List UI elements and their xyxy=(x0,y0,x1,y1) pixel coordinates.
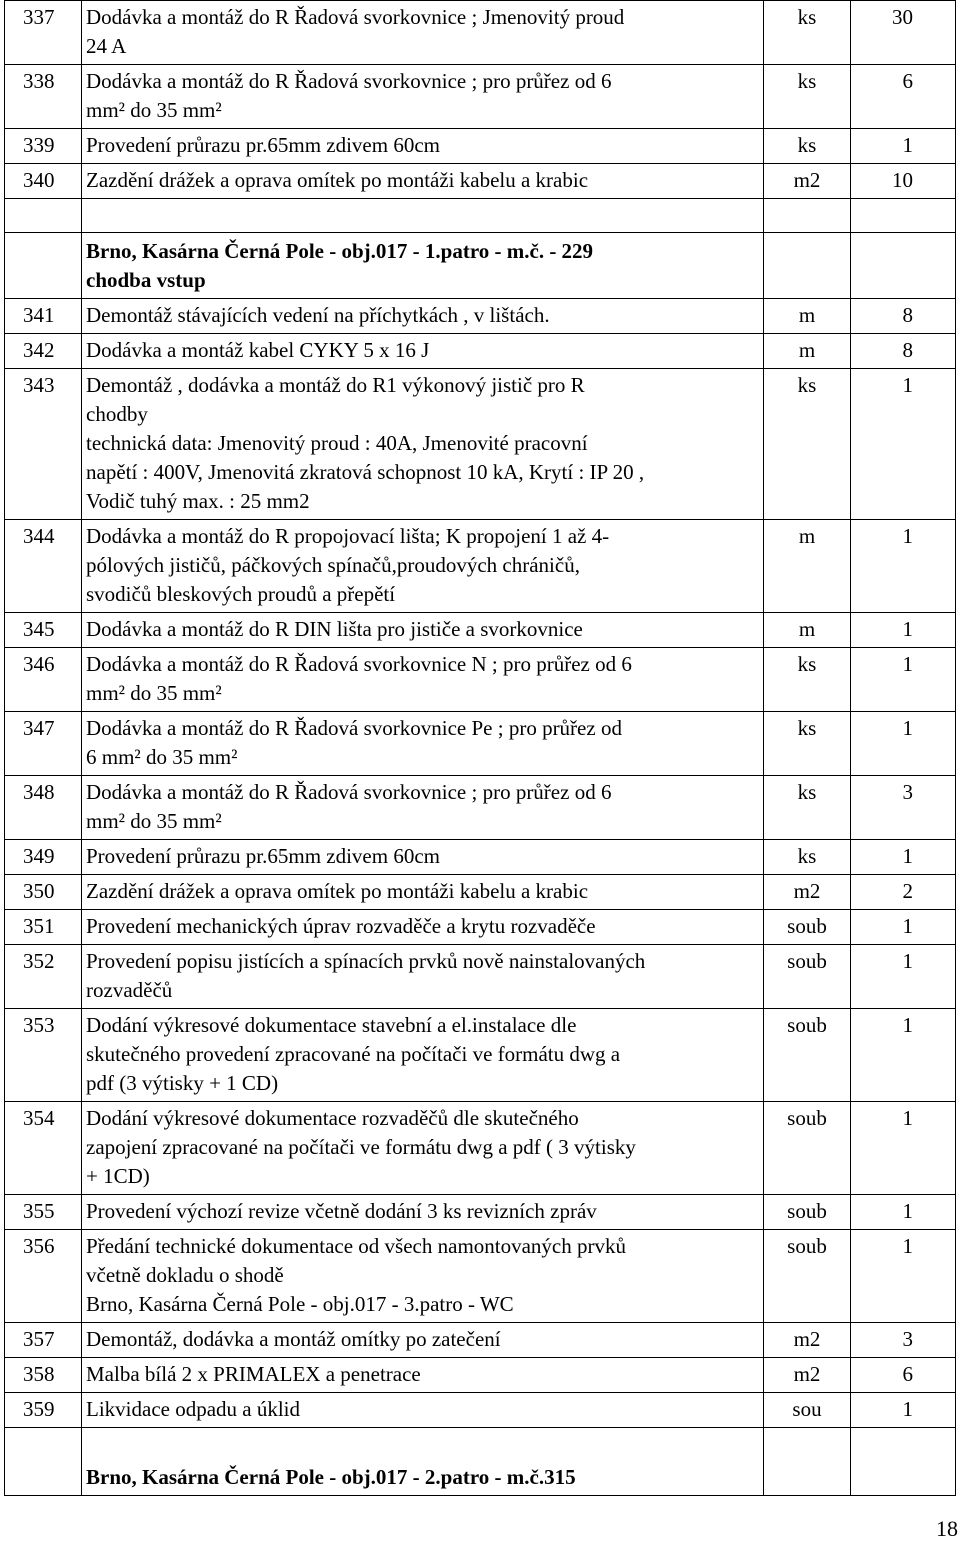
item-number: 342 xyxy=(5,334,82,369)
item-unit: m2 xyxy=(764,875,851,910)
table-row xyxy=(5,910,956,945)
table-row xyxy=(5,648,956,712)
item-description: Dodávka a montáž do R Řadová svorkovnice N ; pro průřez od 6 mm² do 35 mm² xyxy=(82,648,764,712)
item-unit: m2 xyxy=(764,1358,851,1393)
table-row xyxy=(5,1195,956,1230)
table-row xyxy=(5,613,956,648)
item-description: Zazdění drážek a oprava omítek po montáži kabelu a krabic xyxy=(82,875,764,910)
table-row xyxy=(5,1393,956,1428)
item-unit: m xyxy=(764,613,851,648)
item-quantity: 6 xyxy=(851,65,956,129)
empty-cell xyxy=(5,199,82,233)
item-description: Dodávka a montáž do R Řadová svorkovnice ; pro průřez od 6 mm² do 35 mm² xyxy=(82,65,764,129)
item-unit: m xyxy=(764,520,851,613)
item-quantity: 1 xyxy=(851,129,956,164)
table-row xyxy=(5,1358,956,1393)
item-number: 348 xyxy=(5,776,82,840)
item-description: Demontáž , dodávka a montáž do R1 výkonový jistič pro R chodby technická data: Jmenovitý proud : 40A, Jmenovité pracovní napětí : 400V, Jmenovitá zkratová schopnost 10 kA, Krytí : IP 20 , Vodič tuhý max. : 25 mm2 xyxy=(82,369,764,520)
item-unit: ks xyxy=(764,129,851,164)
table-row xyxy=(5,1009,956,1102)
item-unit: m xyxy=(764,334,851,369)
item-unit: ks xyxy=(764,648,851,712)
items-table xyxy=(4,0,956,1496)
item-number: 341 xyxy=(5,299,82,334)
item-unit: ks xyxy=(764,369,851,520)
item-quantity: 1 xyxy=(851,648,956,712)
item-quantity: 1 xyxy=(851,1102,956,1195)
item-number: 357 xyxy=(5,1323,82,1358)
item-description: Demontáž, dodávka a montáž omítky po zatečení xyxy=(82,1323,764,1358)
table-row xyxy=(5,520,956,613)
item-number: 356 xyxy=(5,1230,82,1323)
item-description: Dodávka a montáž do R DIN lišta pro jističe a svorkovnice xyxy=(82,613,764,648)
items-table-body xyxy=(5,1,956,1496)
item-quantity: 1 xyxy=(851,1009,956,1102)
item-description: Brno, Kasárna Černá Pole - obj.017 - 1.patro - m.č. - 229 chodba vstup xyxy=(82,233,764,299)
item-unit: m2 xyxy=(764,1323,851,1358)
item-description: Dodávka a montáž do R propojovací lišta; K propojení 1 až 4- pólových jističů, páčkových spínačů,proudových chráničů, svodičů bleskových proudů a přepětí xyxy=(82,520,764,613)
item-description: Zazdění drážek a oprava omítek po montáži kabelu a krabic xyxy=(82,164,764,199)
item-description: Provedení průrazu pr.65mm zdivem 60cm xyxy=(82,129,764,164)
item-number: 346 xyxy=(5,648,82,712)
item-quantity: 6 xyxy=(851,1358,956,1393)
item-description: Likvidace odpadu a úklid xyxy=(82,1393,764,1428)
item-number: 337 xyxy=(5,1,82,65)
item-description: Provedení popisu jistících a spínacích prvků nově nainstalovaných rozvaděčů xyxy=(82,945,764,1009)
empty-cell xyxy=(851,199,956,233)
item-description: Provedení výchozí revize včetně dodání 3 ks revizních zpráv xyxy=(82,1195,764,1230)
item-number: 339 xyxy=(5,129,82,164)
item-unit xyxy=(764,1428,851,1496)
item-unit: ks xyxy=(764,65,851,129)
item-unit: soub xyxy=(764,910,851,945)
item-number: 350 xyxy=(5,875,82,910)
empty-cell xyxy=(82,199,764,233)
item-description: Dodávka a montáž kabel CYKY 5 x 16 J xyxy=(82,334,764,369)
item-number: 352 xyxy=(5,945,82,1009)
item-description: Dodávka a montáž do R Řadová svorkovnice Pe ; pro průřez od 6 mm² do 35 mm² xyxy=(82,712,764,776)
item-number: 358 xyxy=(5,1358,82,1393)
table-row xyxy=(5,369,956,520)
item-number: 353 xyxy=(5,1009,82,1102)
table-row xyxy=(5,1323,956,1358)
item-description: Předání technické dokumentace od všech namontovaných prvků včetně dokladu o shodě Brno, Kasárna Černá Pole - obj.017 - 3.patro - WC xyxy=(82,1230,764,1323)
item-number xyxy=(5,1428,82,1496)
item-description: Dodávka a montáž do R Řadová svorkovnice ; Jmenovitý proud 24 A xyxy=(82,1,764,65)
item-number: 347 xyxy=(5,712,82,776)
item-quantity: 8 xyxy=(851,299,956,334)
item-unit: soub xyxy=(764,1230,851,1323)
item-number: 338 xyxy=(5,65,82,129)
table-row xyxy=(5,1230,956,1323)
item-description: Dodání výkresové dokumentace rozvaděčů dle skutečného zapojení zpracované na počítači ve formátu dwg a pdf ( 3 výtisky + 1CD) xyxy=(82,1102,764,1195)
table-row xyxy=(5,164,956,199)
item-unit xyxy=(764,233,851,299)
table-row xyxy=(5,129,956,164)
item-number: 340 xyxy=(5,164,82,199)
section-heading-row xyxy=(5,233,956,299)
item-unit: ks xyxy=(764,1,851,65)
item-quantity: 1 xyxy=(851,1230,956,1323)
item-quantity: 1 xyxy=(851,369,956,520)
table-row xyxy=(5,334,956,369)
item-quantity: 1 xyxy=(851,1393,956,1428)
table-row xyxy=(5,712,956,776)
table-row xyxy=(5,1,956,65)
item-quantity: 1 xyxy=(851,945,956,1009)
item-unit: soub xyxy=(764,945,851,1009)
item-unit: ks xyxy=(764,776,851,840)
item-number: 355 xyxy=(5,1195,82,1230)
table-row xyxy=(5,65,956,129)
item-description: Provedení mechanických úprav rozvaděče a krytu rozvaděče xyxy=(82,910,764,945)
item-quantity: 30 xyxy=(851,1,956,65)
item-description: Provedení průrazu pr.65mm zdivem 60cm xyxy=(82,840,764,875)
item-description: Demontáž stávajících vedení na příchytkách , v lištách. xyxy=(82,299,764,334)
item-unit: soub xyxy=(764,1102,851,1195)
item-quantity: 1 xyxy=(851,613,956,648)
item-quantity: 8 xyxy=(851,334,956,369)
table-row xyxy=(5,945,956,1009)
item-unit: m2 xyxy=(764,164,851,199)
table-row xyxy=(5,299,956,334)
table-row xyxy=(5,840,956,875)
item-description: Malba bílá 2 x PRIMALEX a penetrace xyxy=(82,1358,764,1393)
item-quantity: 2 xyxy=(851,875,956,910)
table-row xyxy=(5,776,956,840)
item-quantity: 1 xyxy=(851,910,956,945)
item-number: 345 xyxy=(5,613,82,648)
item-number: 344 xyxy=(5,520,82,613)
item-quantity xyxy=(851,233,956,299)
item-quantity: 1 xyxy=(851,1195,956,1230)
item-unit: soub xyxy=(764,1009,851,1102)
empty-cell xyxy=(764,199,851,233)
table-row xyxy=(5,875,956,910)
item-quantity: 1 xyxy=(851,712,956,776)
item-unit: soub xyxy=(764,1195,851,1230)
item-number xyxy=(5,233,82,299)
item-quantity: 3 xyxy=(851,1323,956,1358)
item-number: 354 xyxy=(5,1102,82,1195)
spacer-row xyxy=(5,199,956,233)
item-number: 351 xyxy=(5,910,82,945)
item-quantity: 1 xyxy=(851,520,956,613)
item-unit: ks xyxy=(764,712,851,776)
item-quantity: 1 xyxy=(851,840,956,875)
item-quantity: 3 xyxy=(851,776,956,840)
item-quantity: 10 xyxy=(851,164,956,199)
table-row xyxy=(5,1102,956,1195)
item-quantity xyxy=(851,1428,956,1496)
item-number: 359 xyxy=(5,1393,82,1428)
item-description: Dodání výkresové dokumentace stavební a el.instalace dle skutečného provedení zpracované na počítači ve formátu dwg a pdf (3 výtisky + 1 CD) xyxy=(82,1009,764,1102)
section-heading-row xyxy=(5,1428,956,1496)
item-description: Brno, Kasárna Černá Pole - obj.017 - 2.patro - m.č.315 xyxy=(82,1428,764,1496)
item-number: 349 xyxy=(5,840,82,875)
item-number: 343 xyxy=(5,369,82,520)
item-unit: m xyxy=(764,299,851,334)
item-unit: ks xyxy=(764,840,851,875)
item-description: Dodávka a montáž do R Řadová svorkovnice ; pro průřez od 6 mm² do 35 mm² xyxy=(82,776,764,840)
page-number: 18 xyxy=(936,1516,958,1541)
item-unit: sou xyxy=(764,1393,851,1428)
